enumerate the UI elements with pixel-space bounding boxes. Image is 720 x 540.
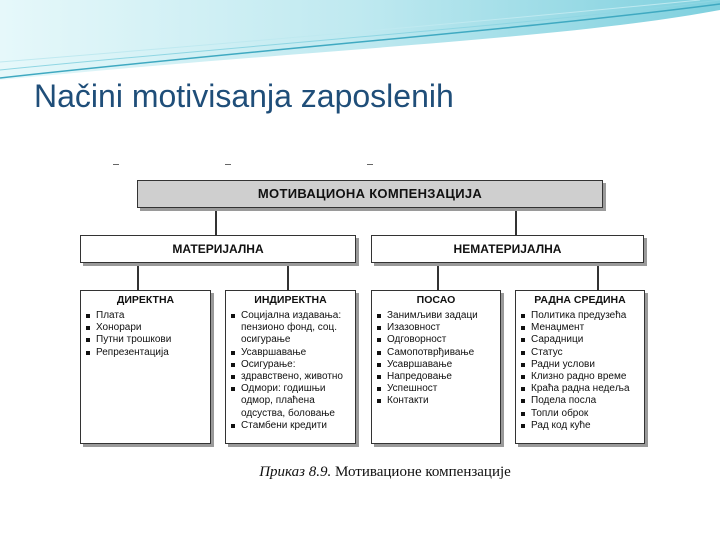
list-item: Клизно радно време [520,371,640,383]
column-list [85,310,206,359]
list-item: Самопотврђивање [376,347,496,359]
list-item: Рад код куће [520,420,640,432]
connector-line [437,263,439,290]
list-item: Сарадници [520,334,640,346]
list-item: Путни трошкови [85,334,206,346]
list-item: Плата [85,310,206,322]
list-item: Усавршавање [376,359,496,371]
list-item: Радни услови [520,359,640,371]
scan-tick-mark [225,164,231,165]
column-title: РАДНА СРЕДИНА [534,294,626,306]
list-item: Краћа радна недеља [520,383,640,395]
caption-label: Приказ 8.9. [259,464,332,480]
list-item: Социјална издавања: пензионо фонд, соц. осигурање [230,310,351,347]
column-work-environment [515,290,645,444]
list-item: Занимљиви задаци [376,310,496,322]
connector-line [215,208,217,235]
box-non-material [371,235,644,263]
scan-tick-mark [367,164,373,165]
list-item: Подела посла [520,395,640,407]
list-item: Политика предузећа [520,310,640,322]
list-item: Одговорност [376,334,496,346]
top-box-label: МОТИВАЦИОНА КОМПЕНЗАЦИЈА [257,186,483,201]
list-item: Хонорари [85,322,206,334]
figure-caption [215,464,555,481]
column-title: ПОСАО [416,294,456,306]
list-item: Статус [520,347,640,359]
list-item: Репрезентација [85,347,206,359]
scan-tick-mark [113,164,119,165]
connector-line [287,263,289,290]
list-item: Одмори: годишњи одмор, плаћена одсуства, боловање [230,383,351,420]
motivation-diagram [37,168,682,482]
list-item: здравствено, животно [230,371,351,383]
list-item: Напредовање [376,371,496,383]
column-direct [80,290,211,444]
connector-line [515,208,517,235]
box-material-label: МАТЕРИЈАЛНА [172,242,264,256]
list-item: Усавршавање [230,347,351,359]
column-indirect [225,290,356,444]
column-list [520,310,640,432]
connector-line [597,263,599,290]
column-title: ДИРЕКТНА [116,294,175,306]
connector-line [137,263,139,290]
list-item: Контакти [376,395,496,407]
box-material [80,235,356,263]
caption-text: Мотивационе компензације [335,464,511,480]
list-item: Менаџмент [520,322,640,334]
list-item: Успешност [376,383,496,395]
list-item: Изазовност [376,322,496,334]
column-list [376,310,496,408]
box-non-material-label: НЕМАТЕРИЈАЛНА [453,242,562,256]
list-item: Стамбени кредити [230,420,351,432]
top-box-motivation-compensation [137,180,603,208]
list-item: Топли оброк [520,408,640,420]
column-job [371,290,501,444]
column-title: ИНДИРЕКТНА [254,294,327,306]
header-wave-decoration [0,0,720,85]
list-item: Осигурање: [230,359,351,371]
column-list [230,310,351,432]
slide-title: Načini motivisanja zaposlenih [34,78,454,114]
